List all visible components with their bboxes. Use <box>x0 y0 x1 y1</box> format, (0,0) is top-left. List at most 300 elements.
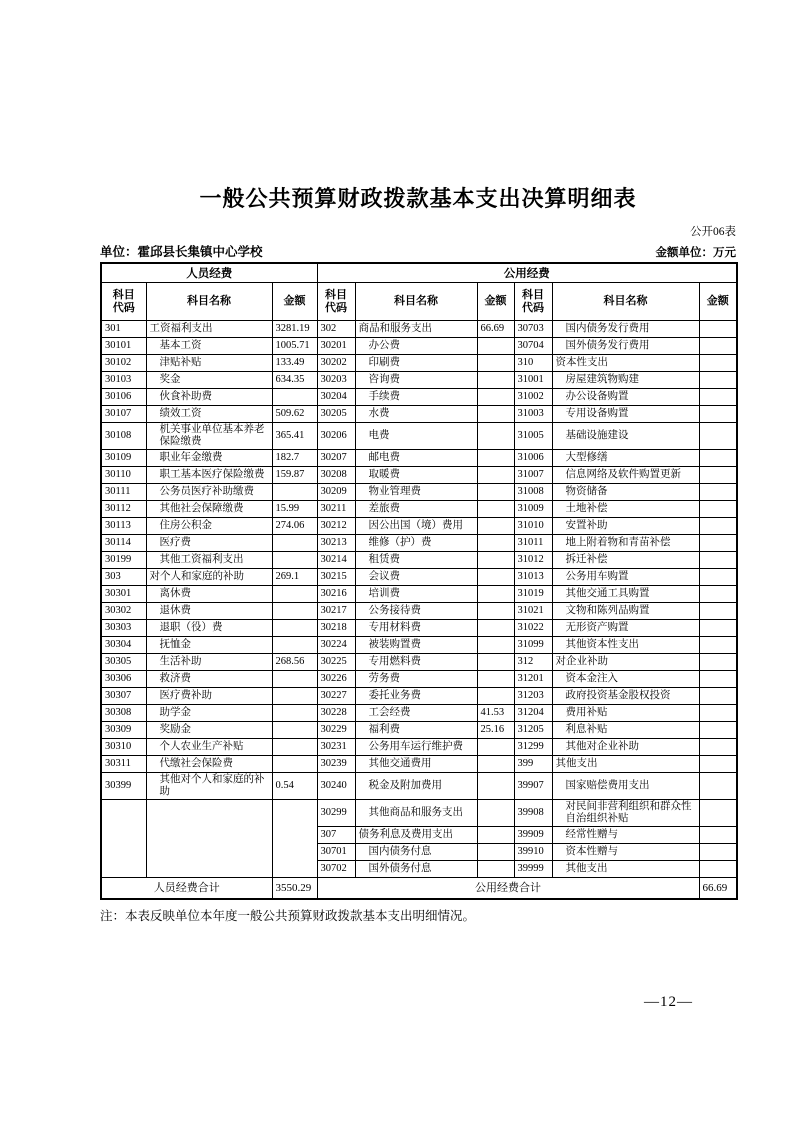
subject-name-cell: 对企业补助 <box>552 654 699 671</box>
amount-cell <box>477 355 514 372</box>
amount-cell <box>699 756 737 773</box>
subject-name-cell: 奖励金 <box>146 722 272 739</box>
table-row <box>101 603 737 620</box>
subject-code-cell: 30311 <box>101 756 146 773</box>
subject-name-cell: 代缴社会保险费 <box>146 756 272 773</box>
amount-cell: 3281.19 <box>272 321 317 338</box>
amount-cell: 182.7 <box>272 450 317 467</box>
subject-name-cell: 委托业务费 <box>355 688 477 705</box>
amount-cell <box>699 603 737 620</box>
subject-name-cell: 邮电费 <box>355 450 477 467</box>
subject-name-cell: 个人农业生产补贴 <box>146 739 272 756</box>
subject-code-cell: 30209 <box>317 484 355 501</box>
subject-name-cell: 房屋建筑物购建 <box>552 372 699 389</box>
subject-code-cell: 30101 <box>101 338 146 355</box>
subject-name-cell: 水费 <box>355 406 477 423</box>
table-row <box>101 739 737 756</box>
subject-name-cell: 税金及附加费用 <box>355 773 477 800</box>
subject-code-cell: 30239 <box>317 756 355 773</box>
amount-cell <box>699 654 737 671</box>
total-row <box>101 878 737 899</box>
meta-row <box>100 242 736 260</box>
subject-name-cell: 办公设备购置 <box>552 389 699 406</box>
amount-cell <box>477 372 514 389</box>
subject-name-cell: 培训费 <box>355 586 477 603</box>
subject-name-cell: 资本性支出 <box>552 355 699 372</box>
subject-code-cell: 30703 <box>514 321 552 338</box>
amount-cell <box>699 722 737 739</box>
col-header-code: 科目代码 <box>514 283 552 321</box>
amount-cell <box>699 389 737 406</box>
table-row <box>101 800 737 827</box>
subject-code-cell: 30103 <box>101 372 146 389</box>
subject-code-cell: 31022 <box>514 620 552 637</box>
column-header-row <box>101 283 737 321</box>
subject-name-cell: 离休费 <box>146 586 272 603</box>
amount-cell <box>272 688 317 705</box>
subject-name-cell: 伙食补助费 <box>146 389 272 406</box>
amount-cell: 365.41 <box>272 423 317 450</box>
amount-cell <box>477 569 514 586</box>
unit-label: 单位：霍邱县长集镇中心学校 <box>100 245 263 259</box>
amount-cell <box>477 535 514 552</box>
subject-name-cell: 取暖费 <box>355 467 477 484</box>
subject-code-cell: 30202 <box>317 355 355 372</box>
subject-name-cell: 对民间非营利组织和群众性自治组织补贴 <box>552 800 699 827</box>
subject-name-cell: 地上附着物和青苗补偿 <box>552 535 699 552</box>
subject-code-cell: 30215 <box>317 569 355 586</box>
subject-name-cell: 安置补助 <box>552 518 699 535</box>
subject-name-cell: 物业管理费 <box>355 484 477 501</box>
amount-cell: 0.54 <box>272 773 317 800</box>
subject-name-cell: 信息网络及软件购置更新 <box>552 467 699 484</box>
amount-cell: 41.53 <box>477 705 514 722</box>
subject-name-cell: 公务员医疗补助缴费 <box>146 484 272 501</box>
table-row <box>101 321 737 338</box>
subject-name-cell: 国内债务发行费用 <box>552 321 699 338</box>
table-row <box>101 620 737 637</box>
subject-code-cell: 30214 <box>317 552 355 569</box>
amount-cell <box>699 423 737 450</box>
subject-code-cell: 30226 <box>317 671 355 688</box>
page-number: —12— <box>644 994 693 1010</box>
subject-code-cell: 30110 <box>101 467 146 484</box>
amount-cell <box>699 586 737 603</box>
amount-cell <box>699 827 737 844</box>
amount-cell <box>272 552 317 569</box>
subject-name-cell: 国外债务付息 <box>355 861 477 878</box>
amount-cell: 133.49 <box>272 355 317 372</box>
amount-cell: 269.1 <box>272 569 317 586</box>
amount-cell <box>272 637 317 654</box>
amount-cell <box>477 861 514 878</box>
subject-code-cell: 30228 <box>317 705 355 722</box>
subject-name-cell: 绩效工资 <box>146 406 272 423</box>
amount-cell <box>272 671 317 688</box>
subject-code-cell: 30208 <box>317 467 355 484</box>
table-row <box>101 484 737 501</box>
subject-code-cell: 30302 <box>101 603 146 620</box>
amount-cell <box>699 637 737 654</box>
amount-cell <box>699 671 737 688</box>
col-header-name: 科目名称 <box>355 283 477 321</box>
empty-cell <box>146 800 272 878</box>
table-row <box>101 355 737 372</box>
subject-name-cell: 因公出国（境）费用 <box>355 518 477 535</box>
group-header-personnel: 人员经费 <box>101 263 317 283</box>
subject-name-cell: 职工基本医疗保险缴费 <box>146 467 272 484</box>
subject-code-cell: 31006 <box>514 450 552 467</box>
subject-name-cell: 租赁费 <box>355 552 477 569</box>
subject-code-cell: 30240 <box>317 773 355 800</box>
empty-cell <box>272 800 317 878</box>
subject-name-cell: 工资福利支出 <box>146 321 272 338</box>
subject-code-cell: 303 <box>101 569 146 586</box>
amount-cell <box>477 389 514 406</box>
subject-name-cell: 经常性赠与 <box>552 827 699 844</box>
amount-cell <box>477 603 514 620</box>
subject-name-cell: 其他交通费用 <box>355 756 477 773</box>
amount-cell <box>699 338 737 355</box>
amount-cell <box>477 586 514 603</box>
subject-code-cell: 31003 <box>514 406 552 423</box>
amount-cell <box>699 355 737 372</box>
amount-cell <box>477 739 514 756</box>
amount-cell <box>477 484 514 501</box>
subject-code-cell: 30229 <box>317 722 355 739</box>
amount-cell <box>477 773 514 800</box>
subject-code-cell: 30205 <box>317 406 355 423</box>
subject-name-cell: 职业年金缴费 <box>146 450 272 467</box>
subject-code-cell: 30224 <box>317 637 355 654</box>
subject-code-cell: 312 <box>514 654 552 671</box>
amount-cell <box>699 484 737 501</box>
subject-code-cell: 30204 <box>317 389 355 406</box>
form-number-label: 公开06表 <box>690 226 736 238</box>
subject-code-cell: 30303 <box>101 620 146 637</box>
table-row <box>101 552 737 569</box>
document-sheet <box>100 0 736 924</box>
subject-code-cell: 30301 <box>101 586 146 603</box>
table-row <box>101 338 737 355</box>
subject-code-cell: 30310 <box>101 739 146 756</box>
subject-code-cell: 30307 <box>101 688 146 705</box>
subject-code-cell: 31002 <box>514 389 552 406</box>
subject-name-cell: 国外债务发行费用 <box>552 338 699 355</box>
amount-cell <box>699 739 737 756</box>
subject-name-cell: 土地补偿 <box>552 501 699 518</box>
subject-code-cell: 31005 <box>514 423 552 450</box>
amount-cell <box>477 637 514 654</box>
col-header-amount: 金额 <box>699 283 737 321</box>
subject-code-cell: 30217 <box>317 603 355 620</box>
subject-name-cell: 退休费 <box>146 603 272 620</box>
subject-name-cell: 电费 <box>355 423 477 450</box>
amount-cell <box>477 450 514 467</box>
subject-code-cell: 30212 <box>317 518 355 535</box>
col-header-amount: 金额 <box>272 283 317 321</box>
subject-code-cell: 30106 <box>101 389 146 406</box>
subject-name-cell: 医疗费补助 <box>146 688 272 705</box>
amount-cell <box>699 518 737 535</box>
subject-name-cell: 国内债务付息 <box>355 844 477 861</box>
amount-cell: 634.35 <box>272 372 317 389</box>
subject-name-cell: 资本性赠与 <box>552 844 699 861</box>
subject-code-cell: 30211 <box>317 501 355 518</box>
empty-cell <box>101 800 146 878</box>
subject-name-cell: 专用设备购置 <box>552 406 699 423</box>
amount-unit-label: 金额单位：万元 <box>655 247 736 259</box>
subject-name-cell: 费用补贴 <box>552 705 699 722</box>
amount-cell <box>272 389 317 406</box>
amount-cell <box>699 372 737 389</box>
subject-name-cell: 无形资产购置 <box>552 620 699 637</box>
subject-code-cell: 30225 <box>317 654 355 671</box>
amount-cell <box>699 688 737 705</box>
amount-cell <box>699 321 737 338</box>
subject-name-cell: 对个人和家庭的补助 <box>146 569 272 586</box>
table-row <box>101 467 737 484</box>
amount-cell: 274.06 <box>272 518 317 535</box>
expenditure-table <box>100 262 738 900</box>
amount-cell <box>477 827 514 844</box>
amount-cell <box>477 671 514 688</box>
subject-name-cell: 福利费 <box>355 722 477 739</box>
col-header-name: 科目名称 <box>146 283 272 321</box>
amount-cell <box>699 800 737 827</box>
table-row <box>101 705 737 722</box>
subject-name-cell: 抚恤金 <box>146 637 272 654</box>
col-header-name: 科目名称 <box>552 283 699 321</box>
amount-cell <box>477 552 514 569</box>
subject-code-cell: 30704 <box>514 338 552 355</box>
amount-cell <box>699 773 737 800</box>
subject-name-cell: 差旅费 <box>355 501 477 518</box>
amount-cell: 159.87 <box>272 467 317 484</box>
subject-name-cell: 其他对个人和家庭的补助 <box>146 773 272 800</box>
subject-name-cell: 助学金 <box>146 705 272 722</box>
subject-name-cell: 其他支出 <box>552 861 699 878</box>
amount-cell <box>272 705 317 722</box>
subject-code-cell: 31001 <box>514 372 552 389</box>
table-row <box>101 722 737 739</box>
table-row <box>101 372 737 389</box>
amount-cell <box>272 620 317 637</box>
amount-cell: 509.62 <box>272 406 317 423</box>
table-row <box>101 501 737 518</box>
subject-name-cell: 利息补贴 <box>552 722 699 739</box>
subject-code-cell: 30701 <box>317 844 355 861</box>
amount-cell <box>272 756 317 773</box>
subject-code-cell: 30107 <box>101 406 146 423</box>
table-body <box>101 321 737 878</box>
table-row <box>101 688 737 705</box>
amount-cell <box>699 861 737 878</box>
table-row <box>101 569 737 586</box>
subject-code-cell: 30201 <box>317 338 355 355</box>
group-header-public: 公用经费 <box>317 263 737 283</box>
subject-code-cell: 31019 <box>514 586 552 603</box>
subject-code-cell: 30309 <box>101 722 146 739</box>
subject-code-cell: 30216 <box>317 586 355 603</box>
table-row <box>101 535 737 552</box>
subject-code-cell: 39999 <box>514 861 552 878</box>
personnel-total-amount: 3550.29 <box>272 878 317 899</box>
subject-code-cell: 31013 <box>514 569 552 586</box>
subject-name-cell: 其他商品和服务支出 <box>355 800 477 827</box>
subject-name-cell: 公务接待费 <box>355 603 477 620</box>
subject-name-cell: 救济费 <box>146 671 272 688</box>
subject-name-cell: 住房公积金 <box>146 518 272 535</box>
subject-name-cell: 被装购置费 <box>355 637 477 654</box>
subject-code-cell: 31205 <box>514 722 552 739</box>
subject-name-cell: 其他社会保障缴费 <box>146 501 272 518</box>
subject-code-cell: 30112 <box>101 501 146 518</box>
subject-code-cell: 39907 <box>514 773 552 800</box>
amount-cell <box>272 739 317 756</box>
subject-name-cell: 大型修缮 <box>552 450 699 467</box>
subject-code-cell: 301 <box>101 321 146 338</box>
subject-name-cell: 政府投资基金股权投资 <box>552 688 699 705</box>
subject-name-cell: 拆迁补偿 <box>552 552 699 569</box>
table-row <box>101 756 737 773</box>
subject-code-cell: 31012 <box>514 552 552 569</box>
amount-cell <box>477 501 514 518</box>
subject-name-cell: 维修（护）费 <box>355 535 477 552</box>
amount-cell <box>477 423 514 450</box>
subject-name-cell: 办公费 <box>355 338 477 355</box>
subject-name-cell: 专用燃料费 <box>355 654 477 671</box>
subject-code-cell: 30305 <box>101 654 146 671</box>
table-row <box>101 671 737 688</box>
subject-name-cell: 医疗费 <box>146 535 272 552</box>
subject-name-cell: 公务用车运行维护费 <box>355 739 477 756</box>
amount-cell <box>477 467 514 484</box>
subject-name-cell: 基本工资 <box>146 338 272 355</box>
subject-name-cell: 国家赔偿费用支出 <box>552 773 699 800</box>
subject-name-cell: 基础设施建设 <box>552 423 699 450</box>
subject-code-cell: 30206 <box>317 423 355 450</box>
subject-name-cell: 手续费 <box>355 389 477 406</box>
amount-cell <box>699 535 737 552</box>
subject-name-cell: 劳务费 <box>355 671 477 688</box>
subject-code-cell: 31008 <box>514 484 552 501</box>
amount-cell <box>477 688 514 705</box>
subject-code-cell: 30207 <box>317 450 355 467</box>
table-row <box>101 423 737 450</box>
subject-name-cell: 商品和服务支出 <box>355 321 477 338</box>
table-row <box>101 654 737 671</box>
amount-cell: 66.69 <box>477 321 514 338</box>
subject-name-cell: 资本金注入 <box>552 671 699 688</box>
table-row <box>101 406 737 423</box>
subject-code-cell: 30111 <box>101 484 146 501</box>
subject-code-cell: 30399 <box>101 773 146 800</box>
subject-code-cell: 30213 <box>317 535 355 552</box>
amount-cell <box>477 844 514 861</box>
subject-name-cell: 其他对企业补助 <box>552 739 699 756</box>
subject-name-cell: 文物和陈列品购置 <box>552 603 699 620</box>
subject-name-cell: 工会经费 <box>355 705 477 722</box>
amount-cell <box>272 603 317 620</box>
subject-code-cell: 30227 <box>317 688 355 705</box>
amount-cell <box>272 722 317 739</box>
amount-cell <box>699 501 737 518</box>
amount-cell <box>477 800 514 827</box>
amount-cell <box>699 406 737 423</box>
subject-name-cell: 退职（役）费 <box>146 620 272 637</box>
table-row <box>101 773 737 800</box>
subject-code-cell: 302 <box>317 321 355 338</box>
subject-code-cell: 30306 <box>101 671 146 688</box>
amount-cell <box>477 756 514 773</box>
amount-cell <box>699 552 737 569</box>
amount-cell <box>477 654 514 671</box>
col-header-code: 科目代码 <box>317 283 355 321</box>
subject-name-cell: 印刷费 <box>355 355 477 372</box>
footnote: 注：本表反映单位本年度一般公共预算财政拨款基本支出明细情况。 <box>100 908 476 923</box>
table-row <box>101 586 737 603</box>
subject-name-cell: 专用材料费 <box>355 620 477 637</box>
amount-cell <box>477 518 514 535</box>
subject-code-cell: 30702 <box>317 861 355 878</box>
subject-name-cell: 机关事业单位基本养老保险缴费 <box>146 423 272 450</box>
amount-cell <box>477 338 514 355</box>
amount-cell <box>699 705 737 722</box>
subject-name-cell: 生活补助 <box>146 654 272 671</box>
subject-code-cell: 30113 <box>101 518 146 535</box>
amount-cell: 1005.71 <box>272 338 317 355</box>
subject-name-cell: 其他交通工具购置 <box>552 586 699 603</box>
subject-code-cell: 30108 <box>101 423 146 450</box>
subject-code-cell: 30308 <box>101 705 146 722</box>
col-header-amount: 金额 <box>477 283 514 321</box>
subject-name-cell: 津贴补贴 <box>146 355 272 372</box>
page-title: 一般公共预算财政拨款基本支出决算明细表 <box>199 186 637 211</box>
amount-cell <box>272 586 317 603</box>
amount-cell: 15.99 <box>272 501 317 518</box>
subject-code-cell: 31204 <box>514 705 552 722</box>
subject-code-cell: 31021 <box>514 603 552 620</box>
amount-cell <box>699 450 737 467</box>
subject-name-cell: 奖金 <box>146 372 272 389</box>
table-row <box>101 518 737 535</box>
subject-code-cell: 30304 <box>101 637 146 654</box>
amount-cell <box>699 467 737 484</box>
subject-name-cell: 公务用车购置 <box>552 569 699 586</box>
table-row <box>101 389 737 406</box>
subject-code-cell: 39908 <box>514 800 552 827</box>
amount-cell <box>699 620 737 637</box>
amount-cell <box>272 484 317 501</box>
subject-code-cell: 30218 <box>317 620 355 637</box>
col-header-code: 科目代码 <box>101 283 146 321</box>
amount-cell <box>477 406 514 423</box>
table-row <box>101 450 737 467</box>
table-row <box>101 637 737 654</box>
subject-name-cell: 债务利息及费用支出 <box>355 827 477 844</box>
subject-name-cell: 物资储备 <box>552 484 699 501</box>
subject-code-cell: 30299 <box>317 800 355 827</box>
subject-name-cell: 其他工资福利支出 <box>146 552 272 569</box>
amount-cell <box>699 569 737 586</box>
subject-code-cell: 31011 <box>514 535 552 552</box>
group-header-row <box>101 263 737 283</box>
subject-code-cell: 31299 <box>514 739 552 756</box>
subject-code-cell: 31010 <box>514 518 552 535</box>
public-total-label: 公用经费合计 <box>317 878 699 899</box>
public-total-amount: 66.69 <box>699 878 737 899</box>
